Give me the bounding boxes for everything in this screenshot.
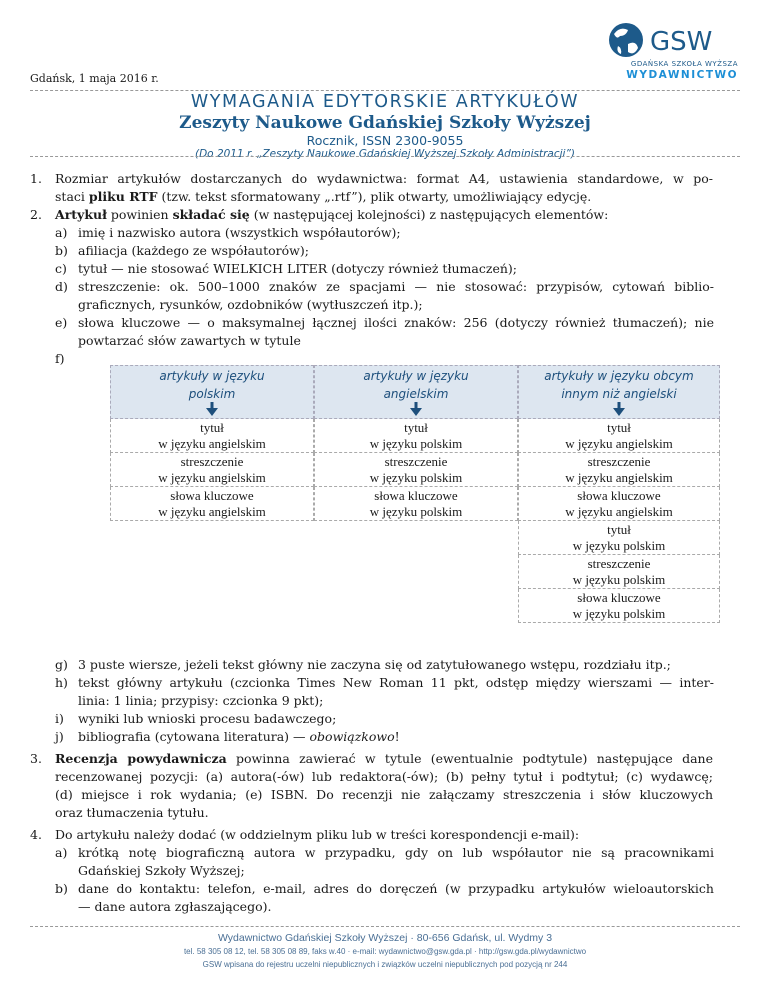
divider-title bbox=[30, 156, 740, 157]
table-cell bbox=[314, 419, 518, 453]
column-header-text: artykuły w języku bbox=[363, 369, 469, 383]
cell-element: słowa kluczowe bbox=[577, 488, 661, 503]
cell-element: streszczenie bbox=[384, 454, 448, 469]
section-1-line-1: Rozmiar artykułów dostarczanych do wydawnictwa: format A4, ustawienia standardowe, w po- bbox=[55, 171, 713, 186]
logo-subtitle: GDAŃSKA SZKOŁA WYŻSZA bbox=[630, 60, 738, 68]
table-cell bbox=[518, 453, 720, 487]
list-item: dane do kontaktu: telefon, e-mail, adres do doręczeń (w przypadku artykułów wieloautorskich bbox=[78, 881, 714, 896]
list-label: c) bbox=[55, 261, 67, 276]
list-item: krótką notę biograficzną autora w przypadku, gdy on lub współautor nie są pracownikami bbox=[78, 845, 714, 860]
list-item: linia: 1 linia; przypisy: czcionka 9 pkt); bbox=[78, 693, 324, 708]
section-3-line-1: Recenzja powydawnicza powinna zawierać w tytule (ewentualnie podtytule) następujące dane bbox=[55, 751, 713, 766]
table-cell bbox=[110, 419, 314, 453]
footer-contact: tel. 58 305 08 12, tel. 58 305 08 89, faks w.40 · e-mail: wydawnictwo@gsw.gda.pl · http://gsw.gda.pl/wydawnictwo bbox=[183, 947, 587, 956]
list-item: wyniki lub wnioski procesu badawczego; bbox=[78, 711, 337, 726]
table-cell bbox=[110, 487, 314, 521]
list-label: a) bbox=[55, 845, 68, 860]
cell-language: w języku polskim bbox=[369, 504, 463, 519]
arrow-down-icon bbox=[410, 402, 422, 416]
list-label: j) bbox=[55, 729, 64, 744]
list-item: — dane autora zgłaszającego). bbox=[78, 899, 272, 914]
cell-language: w języku polskim bbox=[369, 436, 463, 451]
table-cell bbox=[314, 453, 518, 487]
former-name: (Do 2011 r. „Zeszyty Naukowe Gdańskiej Wyższej Szkoły Administracji”) bbox=[195, 148, 575, 160]
cell-element: tytuł bbox=[607, 522, 631, 537]
footer-registry: GSW wpisana do rejestru uczelni niepublicznych i związków uczelni niepublicznych pod pozycją nr 244 bbox=[202, 960, 568, 969]
column-header-polish bbox=[110, 365, 314, 419]
section-3-line-3: (d) miejsce i rok wydania; (e) ISBN. Do recenzji nie załączamy streszczenia i słów kluczowych bbox=[55, 787, 713, 802]
cell-element: streszczenie bbox=[587, 556, 651, 571]
list-label: d) bbox=[55, 279, 68, 294]
cell-element: słowa kluczowe bbox=[577, 590, 661, 605]
list-item: afiliacja (każdego ze współautorów); bbox=[78, 243, 309, 258]
column-header-text: polskim bbox=[188, 387, 236, 401]
table-cell bbox=[518, 555, 720, 589]
list-item: Gdańskiej Szkoły Wyższej; bbox=[78, 863, 245, 878]
journal-issn: Rocznik, ISSN 2300-9055 bbox=[306, 133, 464, 148]
table-cell bbox=[518, 487, 720, 521]
arrow-down-icon bbox=[206, 402, 218, 416]
list-item: graficznych, rysunków, ozdobników (wytłuszczeń itp.); bbox=[78, 297, 423, 312]
logo-wydawnictwo: WYDAWNICTWO bbox=[626, 69, 738, 81]
arrow-down-icon bbox=[613, 402, 625, 416]
list-item: powtarzać słów zawartych w tytule bbox=[78, 333, 301, 348]
column-header-text: artykuły w języku bbox=[159, 369, 265, 383]
cell-language: w języku angielskim bbox=[565, 504, 673, 519]
list-item: bibliografia (cytowana literatura) — obowiązkowo! bbox=[78, 729, 400, 744]
document-title: WYMAGANIA EDYTORSKIE ARTYKUŁÓW bbox=[190, 92, 580, 112]
divider-top bbox=[30, 90, 740, 91]
list-item: 3 puste wiersze, jeżeli tekst główny nie zaczyna się od zatytułowanego wstępu, rozdziału itp.; bbox=[78, 657, 671, 672]
section-number: 4. bbox=[30, 827, 42, 842]
cell-element: tytuł bbox=[404, 420, 428, 435]
document-date: Gdańsk, 1 maja 2016 r. bbox=[30, 72, 159, 85]
section-2-intro: Artykuł powinien składać się (w następującej kolejności) z następujących elementów: bbox=[55, 207, 609, 222]
section-3-line-4: oraz tłumaczenia tytułu. bbox=[55, 805, 209, 820]
cell-language: w języku polskim bbox=[572, 538, 666, 553]
footer-address: Wydawnictwo Gdańskiej Szkoły Wyższej · 80-656 Gdańsk, ul. Wydmy 3 bbox=[217, 932, 553, 944]
list-label: f) bbox=[55, 351, 65, 366]
table-cell bbox=[314, 487, 518, 521]
table-cell bbox=[518, 521, 720, 555]
cell-element: słowa kluczowe bbox=[374, 488, 458, 503]
section-number: 2. bbox=[30, 207, 42, 222]
section-4-intro: Do artykułu należy dodać (w oddzielnym pliku lub w treści korespondencji e-mail): bbox=[55, 827, 580, 842]
list-label: e) bbox=[55, 315, 68, 330]
list-label: b) bbox=[55, 243, 68, 258]
cell-element: tytuł bbox=[200, 420, 224, 435]
footer bbox=[30, 932, 740, 969]
publisher-logo bbox=[598, 14, 738, 80]
column-header-text: innym niż angielski bbox=[561, 387, 677, 401]
list-item: słowa kluczowe — o maksymalnej łącznej ilości znaków: 256 (dotyczy również tłumaczeń); nie bbox=[78, 315, 714, 330]
title-block bbox=[30, 92, 740, 160]
cell-language: w języku angielskim bbox=[565, 470, 673, 485]
column-header-text: artykuły w języku obcym bbox=[544, 369, 694, 383]
svg-text:GSW: GSW bbox=[650, 27, 713, 57]
list-label: g) bbox=[55, 657, 68, 672]
table-cell bbox=[518, 589, 720, 623]
journal-name: Zeszyty Naukowe Gdańskiej Szkoły Wyższej bbox=[179, 113, 591, 133]
column-header-other bbox=[518, 365, 720, 419]
list-label: h) bbox=[55, 675, 68, 690]
column-header-text: angielskim bbox=[383, 387, 449, 401]
cell-language: w języku polskim bbox=[572, 572, 666, 587]
list-item: tekst główny artykułu (czcionka Times New Roman 11 pkt, odstęp między wierszami — inter- bbox=[78, 675, 714, 690]
cell-language: w języku polskim bbox=[369, 470, 463, 485]
section-number: 1. bbox=[30, 171, 42, 186]
list-item: streszczenie: ok. 500–1000 znaków ze spacjami — nie stosować: przypisów, cytowań biblio- bbox=[78, 279, 714, 294]
cell-language: w języku angielskim bbox=[158, 470, 266, 485]
section-number: 3. bbox=[30, 751, 42, 766]
cell-element: tytuł bbox=[607, 420, 631, 435]
section-1-line-2: staci pliku RTF (tzw. tekst sformatowany „.rtf”), plik otwarty, umożliwiający edycję. bbox=[55, 189, 592, 204]
list-label: a) bbox=[55, 225, 68, 240]
cell-language: w języku polskim bbox=[572, 606, 666, 621]
cell-element: streszczenie bbox=[587, 454, 651, 469]
cell-element: streszczenie bbox=[180, 454, 244, 469]
cell-element: słowa kluczowe bbox=[170, 488, 254, 503]
cell-language: w języku angielskim bbox=[565, 436, 673, 451]
list-item: imię i nazwisko autora (wszystkich współautorów); bbox=[78, 225, 401, 240]
cell-language: w języku angielskim bbox=[158, 436, 266, 451]
list-item: tytuł — nie stosować WIELKICH LITER (dotyczy również tłumaczeń); bbox=[78, 261, 517, 276]
list-label: b) bbox=[55, 881, 68, 896]
table-cell bbox=[518, 419, 720, 453]
table-cell bbox=[110, 453, 314, 487]
list-label: i) bbox=[55, 711, 64, 726]
divider-footer bbox=[30, 926, 740, 927]
cell-language: w języku angielskim bbox=[158, 504, 266, 519]
column-header-english bbox=[314, 365, 518, 419]
section-3-line-2: recenzowanej pozycji: (a) autora(-ów) lub redaktora(-ów); (b) pełny tytuł i podtytuł; (c) wydawcę; bbox=[55, 769, 713, 784]
